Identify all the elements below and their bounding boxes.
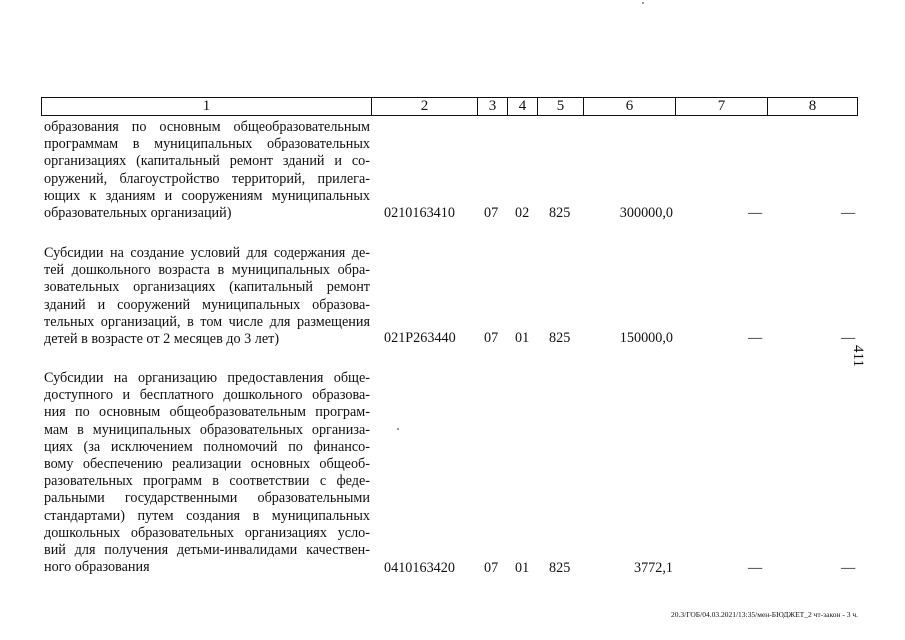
scan-speck bbox=[397, 428, 399, 430]
row-1-amount: 300000,0 bbox=[619, 205, 673, 221]
row-3-line: ния по основным общеобразовательным програм- bbox=[44, 404, 370, 421]
header-col-2: 2 bbox=[372, 98, 478, 115]
header-col-8: 8 bbox=[808, 98, 817, 114]
row-2-line: зданий и сооружений муниципальных образова- bbox=[44, 296, 370, 313]
page-number: 411 bbox=[850, 345, 866, 367]
row-2-col8: — bbox=[841, 330, 856, 346]
row-3-line: доступного и бесплатного дошкольного образова- bbox=[44, 387, 370, 404]
header-col-1: 1 bbox=[42, 98, 372, 115]
row-3-code: 0410163420 bbox=[384, 560, 455, 576]
row-1-line: ющих к зданиям и сооружениям муниципальных bbox=[44, 187, 370, 204]
header-col-6: 6 bbox=[584, 98, 676, 115]
table-header bbox=[41, 97, 858, 116]
row-1-grbs: 825 bbox=[549, 205, 571, 221]
row-1-rz: 07 bbox=[484, 205, 499, 221]
row-2-amount: 150000,0 bbox=[619, 330, 673, 346]
row-1-line: образовательных организаций) bbox=[44, 205, 232, 222]
row-1-line: организациях (капитальный ремонт зданий и со- bbox=[44, 153, 370, 170]
row-3-col8: — bbox=[841, 560, 856, 576]
row-2-line: Субсидии на создание условий для содержания де- bbox=[44, 245, 370, 261]
row-1-code: 0210163410 bbox=[384, 205, 455, 221]
row-3-line: ральными государственными образовательными bbox=[44, 490, 370, 507]
row-3-line: вий для получения детьми-инвалидами качествен- bbox=[44, 542, 370, 559]
row-2-col7: — bbox=[748, 330, 763, 346]
row-1-prz: 02 bbox=[515, 205, 530, 221]
header-col-3: 3 bbox=[478, 98, 508, 115]
row-3-line: стандартами) путем создания в муниципальных bbox=[44, 507, 370, 524]
row-1-line: образования по основным общеобразовательным bbox=[44, 119, 370, 135]
row-3-line: мам в муниципальных образовательных организа- bbox=[44, 421, 370, 438]
row-3-description bbox=[44, 370, 370, 576]
row-2-grbs: 825 bbox=[549, 330, 571, 346]
header-col-7: 7 bbox=[676, 98, 768, 115]
row-2-line: тей дошкольного возраста в муниципальных обра- bbox=[44, 262, 370, 279]
row-3-col7: — bbox=[748, 560, 763, 576]
row-3-line: ного образования bbox=[44, 559, 150, 576]
row-2-prz: 01 bbox=[515, 330, 530, 346]
row-3-grbs: 825 bbox=[549, 560, 571, 576]
row-1-line: оружений, благоустройство территорий, прилега- bbox=[44, 170, 370, 187]
header-col-4: 4 bbox=[508, 98, 538, 115]
row-1-description bbox=[44, 119, 370, 222]
row-2-code: 021P263440 bbox=[384, 330, 456, 346]
row-2-line: зовательных организациях (капитальный ремонт bbox=[44, 279, 370, 296]
row-2-rz: 07 bbox=[484, 330, 499, 346]
scan-speck bbox=[642, 2, 644, 4]
row-2-line: детей в возрасте от 2 месяцев до 3 лет) bbox=[44, 331, 280, 348]
row-2-description bbox=[44, 245, 370, 348]
row-3-rz: 07 bbox=[484, 560, 499, 576]
row-3-amount: 3772,1 bbox=[633, 560, 673, 576]
row-1-col8: — bbox=[841, 205, 856, 221]
row-3-prz: 01 bbox=[515, 560, 530, 576]
row-3-line: циях (за исключением полномочий по финансо- bbox=[44, 438, 370, 455]
row-1-line: программам в муниципальных образовательных bbox=[44, 136, 370, 153]
header-col-5: 5 bbox=[538, 98, 584, 115]
footer-stamp: 20.3/ГОБ/04.03.2021/13:35/мен-БЮДЖЕТ_2 чт-закон - 3 ч. bbox=[671, 610, 858, 619]
row-3-line: вому обеспечению реализации основных общеоб- bbox=[44, 456, 370, 473]
row-3-line: Субсидии на организацию предоставления обще- bbox=[44, 370, 370, 386]
row-3-line: дошкольных образовательных организациях усло- bbox=[44, 524, 370, 541]
row-1-col7: — bbox=[748, 205, 763, 221]
row-3-line: разовательных программ в соответствии с феде- bbox=[44, 473, 370, 490]
row-2-line: тельных организаций, в том числе для размещения bbox=[44, 313, 370, 330]
